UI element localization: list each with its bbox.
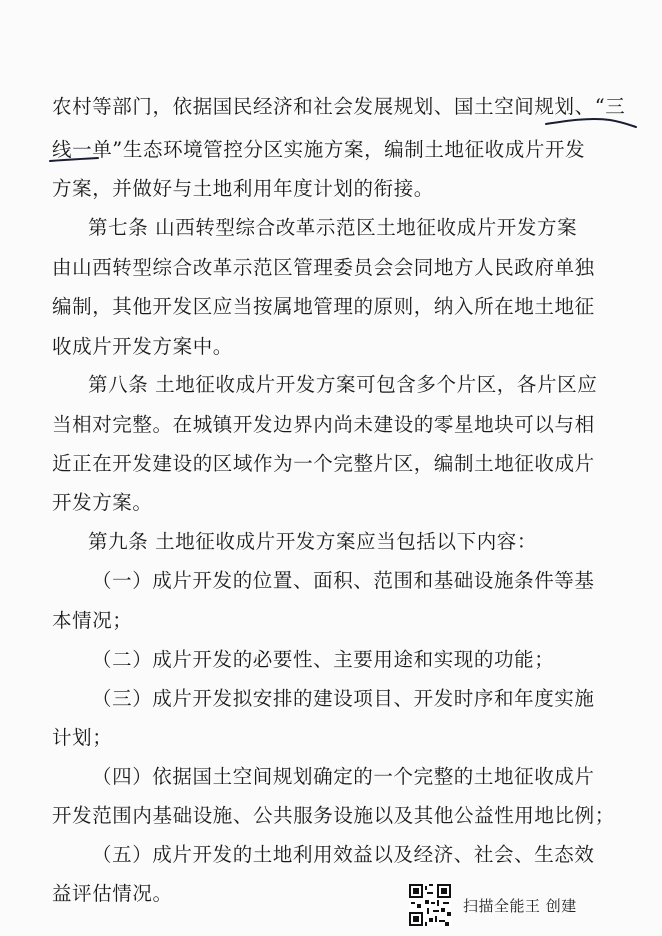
text-line: 本情况；	[52, 609, 133, 632]
list-item-line: （三）成片开发拟安排的建设项目、开发时序和年度实施	[92, 687, 595, 710]
list-item-line: （一）成片开发的位置、面积、范围和基础设施条件等基	[92, 569, 595, 592]
text-line: 线一单”生态环境管控分区实施方案，编制土地征收成片开发	[52, 138, 586, 161]
text-line: 农村等部门，依据国民经济和社会发展规划、国土空间规划、“三	[52, 95, 626, 118]
list-item-line: （二）成片开发的必要性、主要用途和实现的功能；	[92, 648, 555, 671]
text-line: 开发范围内基础设施、公共服务设施以及其他公益性用地比例；	[52, 804, 615, 827]
text-line: 收成片开发方案中。	[52, 335, 233, 358]
list-item-line: （五）成片开发的土地利用效益以及经济、社会、生态效	[92, 843, 595, 866]
list-item-line: （四）依据国土空间规划确定的一个完整的土地征收成片	[92, 765, 595, 788]
text-line: 由山西转型综合改革示范区管理委员会会同地方人民政府单独	[52, 256, 595, 279]
scanner-label: 扫描全能王 创建	[463, 897, 577, 915]
article-7-heading-line: 第七条 山西转型综合改革示范区土地征收成片开发方案	[88, 216, 578, 239]
scanner-watermark	[409, 884, 609, 926]
text-line: 益评估情况。	[52, 882, 173, 905]
text-line: 开发方案。	[52, 491, 153, 514]
text-line: 近正在开发建设的区域作为一个完整片区，编制土地征收成片	[52, 452, 595, 475]
text-line: 计划；	[52, 726, 113, 749]
text-line: 方案，并做好与土地利用年度计划的衔接。	[52, 177, 434, 200]
text-line: 当相对完整。在城镇开发边界内尚未建设的零星地块可以与相	[52, 413, 595, 436]
qr-code-icon	[409, 884, 451, 926]
text-line: 编制，其他开发区应当按属地管理的原则，纳入所在地土地征	[52, 295, 595, 318]
article-9-heading-line: 第九条 土地征收成片开发方案应当包括以下内容：	[88, 530, 537, 553]
article-8-heading-line: 第八条 土地征收成片开发方案可包含多个片区，各片区应	[88, 373, 598, 396]
